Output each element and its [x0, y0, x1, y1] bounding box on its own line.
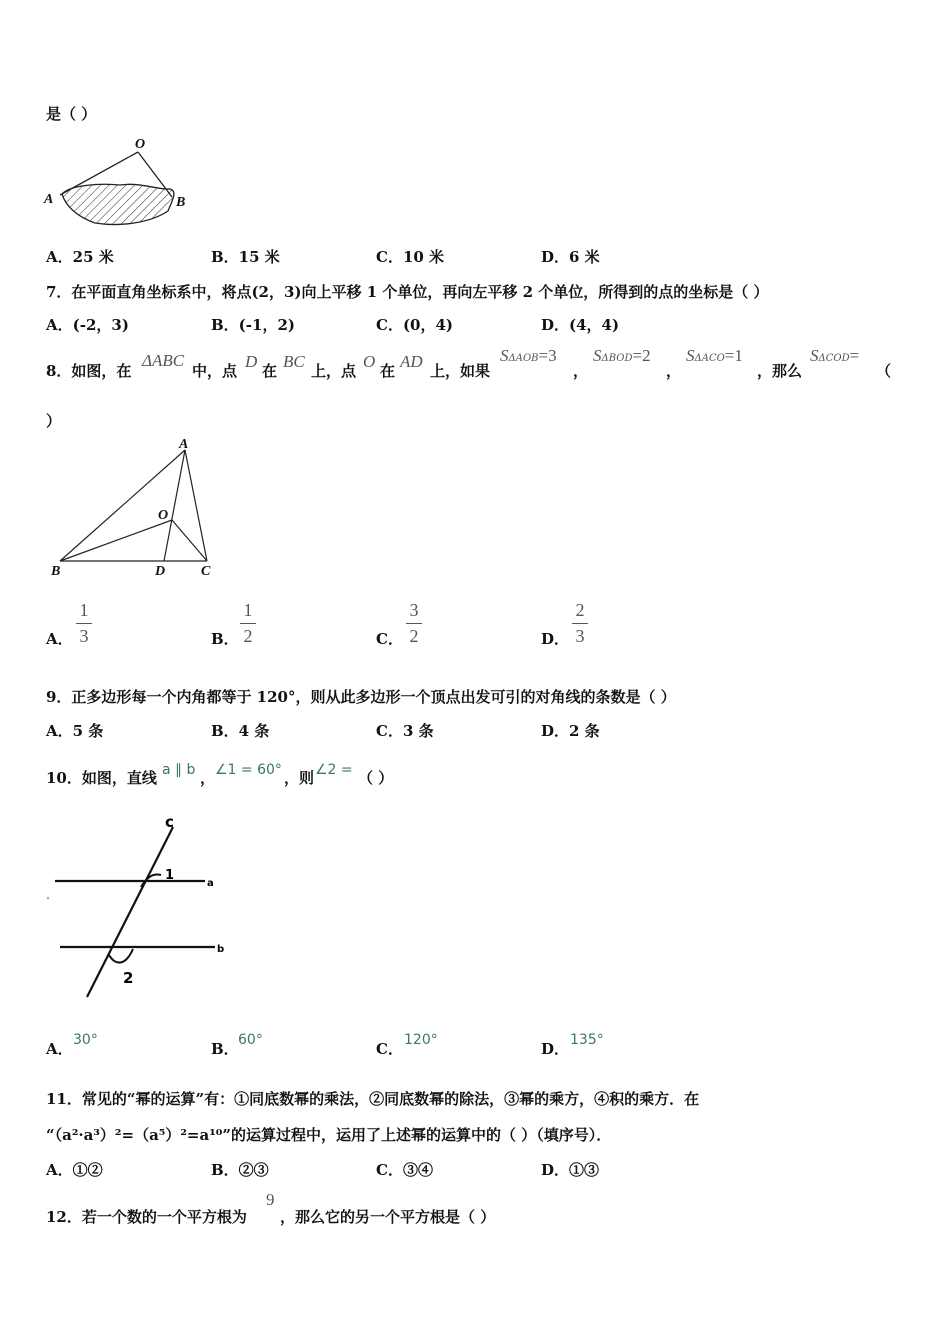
- q10-label-a: a: [207, 878, 214, 889]
- q8-area-aob-val: =3: [538, 346, 557, 365]
- q8-math-bc: BC: [283, 352, 305, 371]
- q10-option-a-value: 30°: [73, 1032, 98, 1048]
- q11-option-b: B．②③: [211, 1161, 269, 1179]
- q9-option-a: A．5 条: [46, 722, 104, 740]
- q10-label-2: 2: [123, 969, 134, 987]
- q8-open-paren: （: [876, 362, 892, 380]
- q10-option-c-letter: C．: [376, 1040, 403, 1058]
- q10-label-c: c: [165, 813, 174, 831]
- q8-option-b-fraction: [240, 600, 256, 647]
- q8-option-a-den: 3: [79, 626, 89, 646]
- q7-option-c: C．(0，4): [376, 316, 454, 334]
- q11-line-2: “（a²·a³）²=（a⁵）²=a¹⁰”的运算过程中，运用了上述幂的运算中的（ ）（填序号）．: [46, 1126, 612, 1144]
- q7-option-a: A．(-2，3): [46, 316, 129, 334]
- q8-math-ad: AD: [400, 352, 423, 371]
- q8-math-d: D: [245, 352, 258, 371]
- q11-option-d: D．①③: [541, 1161, 600, 1179]
- q8-area-aob-s: S: [500, 346, 509, 365]
- q8-option-d-num: 2: [575, 600, 585, 620]
- q8-area-bod-val: =2: [632, 346, 651, 365]
- q9-option-c: C．3 条: [376, 722, 434, 740]
- q8-math-o: O: [363, 352, 376, 371]
- q6-label-b: B: [176, 195, 186, 210]
- q8-text-1: 8．如图，在: [46, 362, 132, 380]
- q10-text-4: （ ）: [358, 769, 394, 787]
- q8-label-c: C: [201, 564, 211, 579]
- q8-option-a-fraction: [76, 600, 92, 647]
- q8-option-d-fraction: [572, 600, 588, 647]
- q8-comma-2: ，: [666, 362, 682, 380]
- q8-area-aco-sub: ΔACO: [694, 353, 725, 364]
- q8-area-bod: [593, 346, 651, 366]
- q11-option-c: C．③④: [376, 1161, 433, 1179]
- q6-figure: [40, 135, 200, 230]
- q6-option-c: C．10 米: [376, 248, 445, 266]
- q8-option-b-letter: B．: [211, 630, 239, 648]
- q7-option-b: B．(-1，2): [211, 316, 295, 334]
- q8-label-b: B: [51, 564, 61, 579]
- q8-area-aco-val: =1: [724, 346, 743, 365]
- q8-option-c-den: 2: [409, 626, 419, 646]
- q8-close-paren: ）: [46, 412, 62, 430]
- q8-area-aob-sub: ΔAOB: [508, 353, 539, 364]
- q10-label-1: 1: [165, 868, 175, 883]
- q8-area-cod: [810, 346, 859, 366]
- q8-area-aco-s: S: [686, 346, 695, 365]
- q8-option-a-letter: A．: [46, 630, 73, 648]
- q10-option-b-letter: B．: [211, 1040, 239, 1058]
- q8-label-a: A: [179, 437, 189, 452]
- q12-text-1: 12．若一个数的一个平方根为: [46, 1208, 247, 1226]
- q9-option-b: B．4 条: [211, 722, 270, 740]
- q8-label-o: O: [158, 508, 169, 523]
- q10-option-d-letter: D．: [541, 1040, 570, 1058]
- q6-option-a: A．25 米: [46, 248, 114, 266]
- q10-option-c-value: 120°: [404, 1032, 438, 1048]
- q8-option-a-num: 1: [79, 600, 89, 620]
- q6-option-b: B．15 米: [211, 248, 280, 266]
- q8-figure: [45, 437, 225, 585]
- q8-text-4: 上，点: [311, 362, 357, 380]
- q8-area-cod-val: =: [849, 346, 860, 365]
- q10-figure: [45, 815, 235, 1005]
- q10-math-angle1: ∠1 = 60°: [215, 762, 282, 778]
- q8-text-3: 在: [262, 362, 278, 380]
- q10-text-3: ，则: [284, 769, 315, 787]
- q8-label-d: D: [155, 564, 166, 579]
- q8-text-6: 上，如果: [430, 362, 491, 380]
- q12-math-nine: 9: [266, 1190, 275, 1209]
- q11-line-1: 11．常见的“幂的运算”有：①同底数幂的乘法，②同底数幂的除法，③幂的乘方，④积的乘方．在: [46, 1090, 700, 1108]
- q10-option-b-value: 60°: [238, 1032, 263, 1048]
- q9-text: 9．正多边形每一个内角都等于 120°，则从此多边形一个顶点出发可引的对角线的条数是（ ）: [46, 688, 676, 706]
- q8-text-7: ，那么: [757, 362, 803, 380]
- q8-text-5: 在: [380, 362, 396, 380]
- q8-option-c-fraction: [406, 600, 422, 647]
- q8-option-c-letter: C．: [376, 630, 403, 648]
- q8-area-cod-sub: ΔCOD: [818, 353, 850, 364]
- q10-math-angle2: ∠2 =: [315, 762, 353, 778]
- q9-option-d: D．2 条: [541, 722, 600, 740]
- q8-text-2: 中，点: [192, 362, 238, 380]
- q8-area-aob: [500, 346, 557, 366]
- q10-text-1: 10．如图，直线: [46, 769, 157, 787]
- q8-area-bod-s: S: [593, 346, 602, 365]
- q7-text: 7．在平面直角坐标系中，将点(2，3)向上平移 1 个单位，再向左平移 2 个单位，所得到的点的坐标是（ ）: [46, 283, 769, 301]
- q8-comma-1: ，: [573, 362, 589, 380]
- q8-option-d-den: 3: [575, 626, 585, 646]
- q12-text-2: ，那么它的另一个平方根是（ ）: [280, 1208, 496, 1226]
- q10-math-parallel: a ∥ b: [162, 762, 196, 778]
- q8-area-bod-sub: ΔBOD: [601, 353, 633, 364]
- q11-option-a: A．①②: [46, 1161, 103, 1179]
- q6-text: 是（ ）: [46, 105, 97, 123]
- q6-label-a: A: [44, 192, 54, 207]
- q8-area-aco: [686, 346, 743, 366]
- q10-text-2: ，: [200, 769, 216, 787]
- q8-math-abc: ΔABC: [142, 351, 185, 370]
- q8-option-b-den: 2: [243, 626, 253, 646]
- q8-option-d-letter: D．: [541, 630, 570, 648]
- q10-label-b: b: [217, 944, 225, 955]
- q6-option-d: D．6 米: [541, 248, 600, 266]
- q10-option-a-letter: A．: [46, 1040, 73, 1058]
- q8-option-c-num: 3: [409, 600, 419, 620]
- q10-option-d-value: 135°: [570, 1032, 604, 1048]
- q8-option-b-num: 1: [243, 600, 253, 620]
- q6-label-o: O: [135, 137, 146, 152]
- q7-option-d: D．(4，4): [541, 316, 620, 334]
- q8-area-cod-s: S: [810, 346, 819, 365]
